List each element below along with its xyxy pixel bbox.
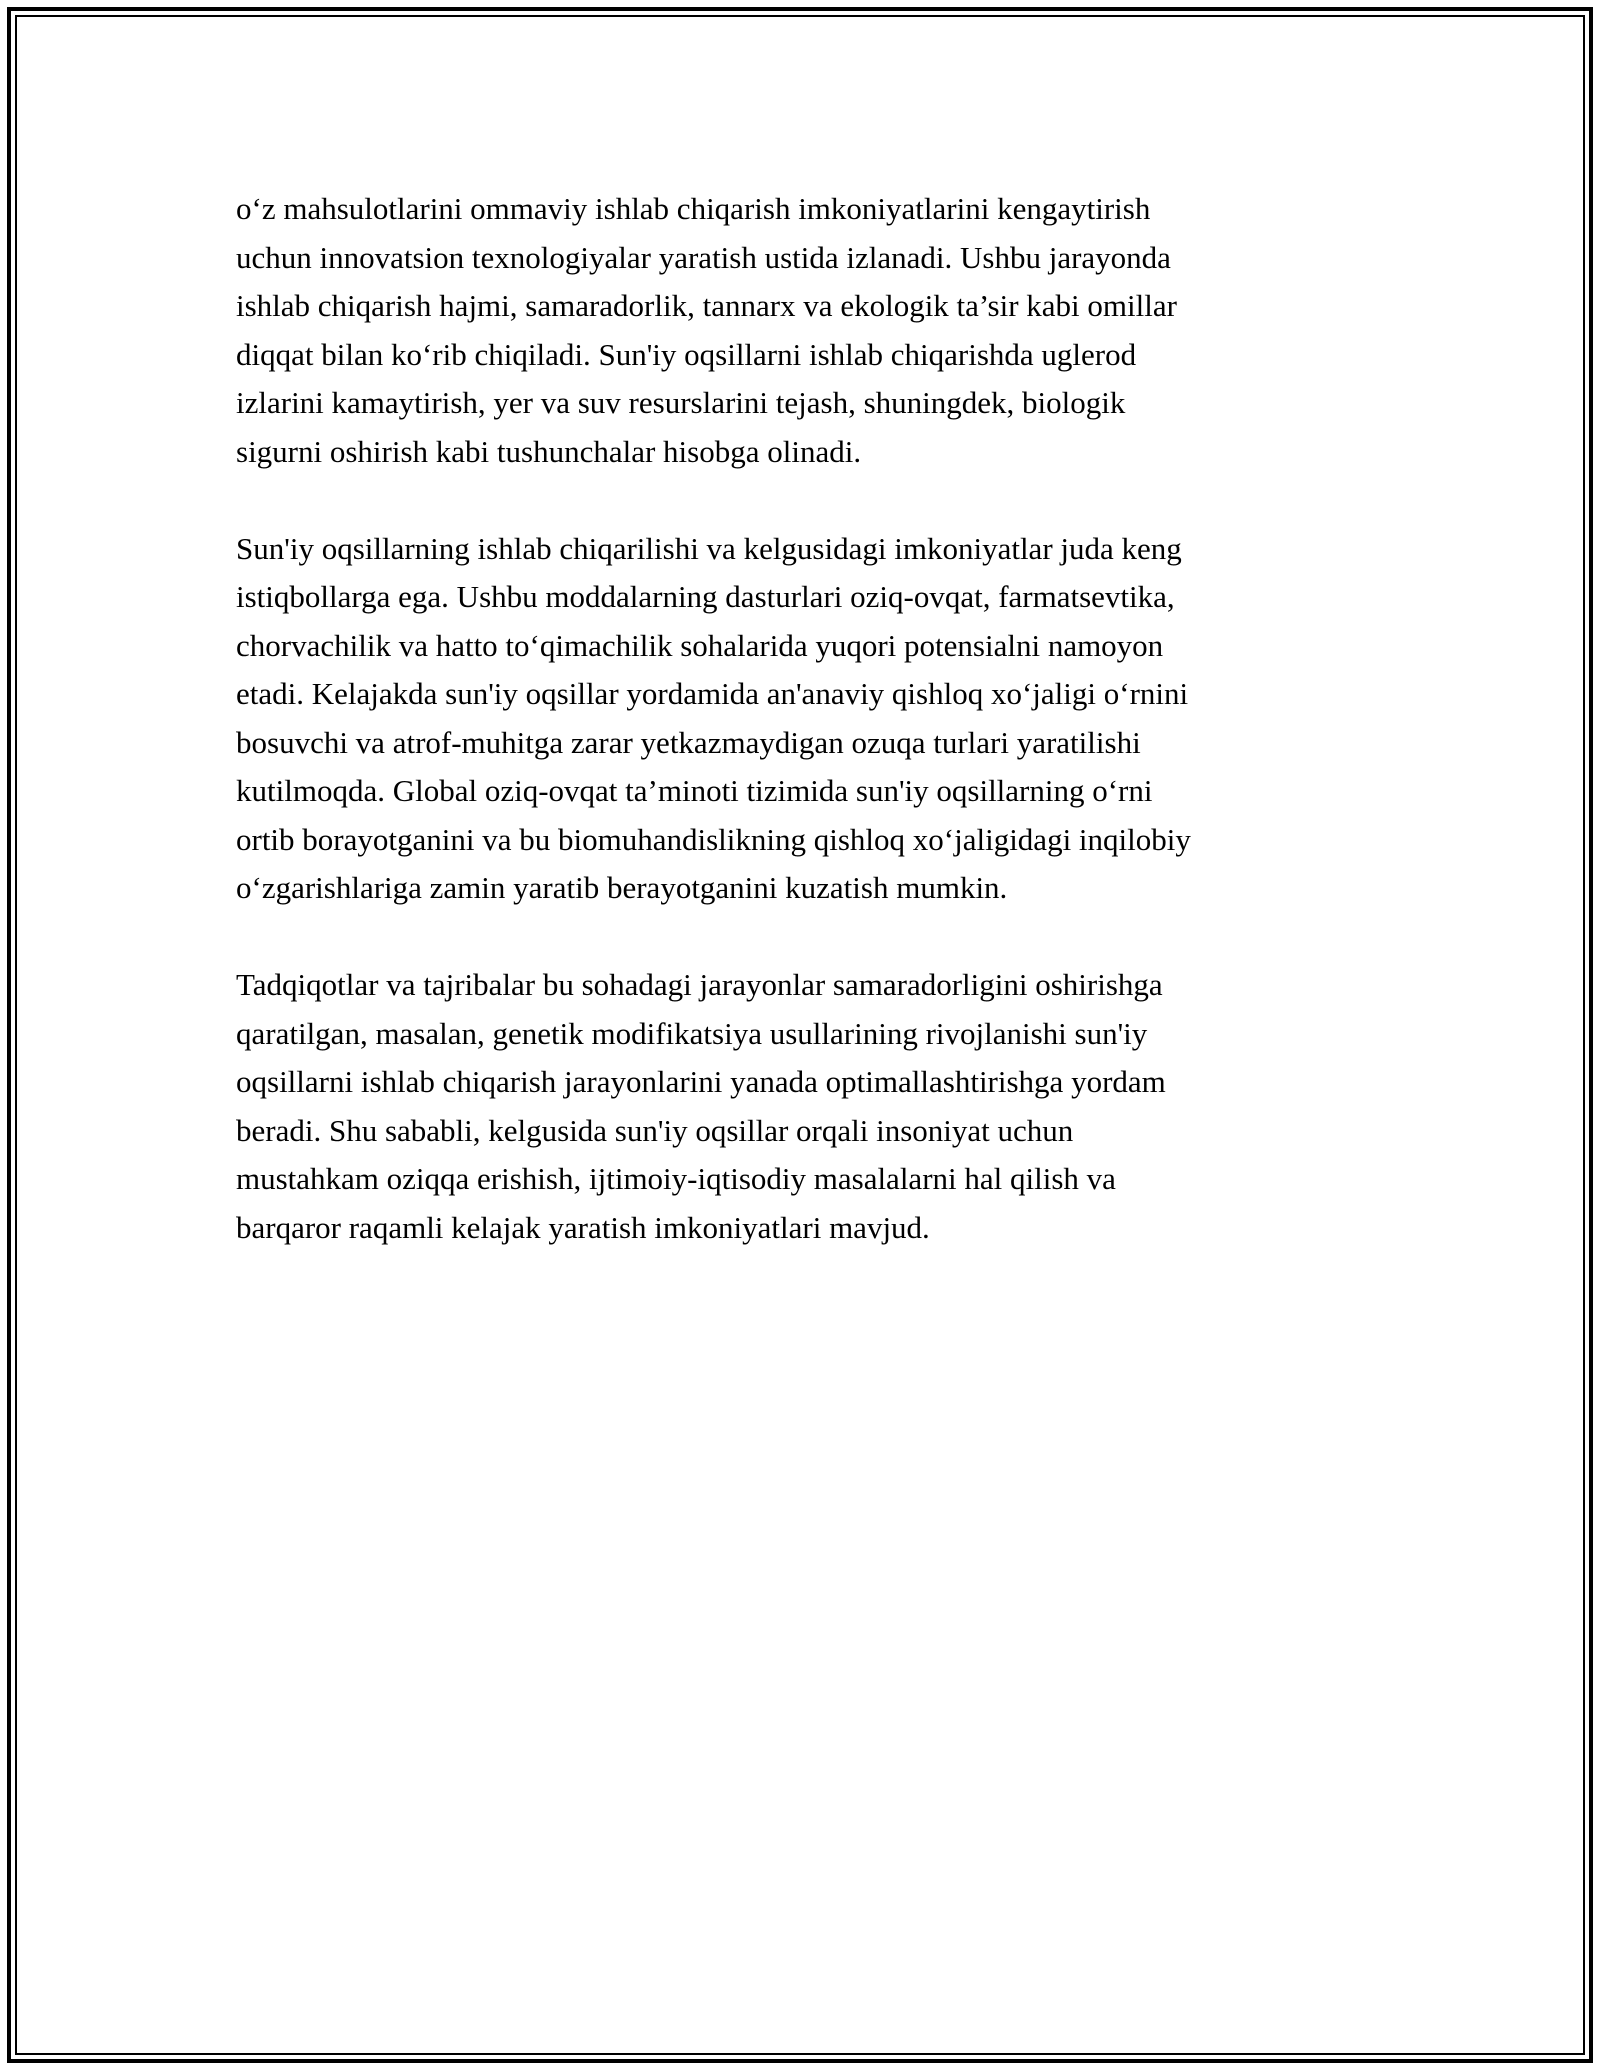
page-body <box>236 185 1386 1252</box>
paragraph-3: Tadqiqotlar va tajribalar bu sohadagi jarayonlar samaradorligini oshirishga qaratilgan, masalan, genetik modifikatsiya usullarining rivojlanishi sun'iy oqsillarni ishlab chiqarish jarayonlarini yanada optimallashtirishga yordam beradi. Shu sababli, kelgusida sun'iy oqsillar orqali insoniyat uchun mustahkam oziqqa erishish, ijtimoiy-iqtisodiy masalalarni hal qilish va barqaror raqamli kelajak yaratish imkoniyatlari mavjud. <box>236 967 1166 1245</box>
paragraph-1: o‘z mahsulotlarini ommaviy ishlab chiqarish imkoniyatlarini kengaytirish uchun innovatsion texnologiyalar yaratish ustida izlanadi. Ushbu jarayonda ishlab chiqarish hajmi, samaradorlik, tannarx va ekologik ta’sir kabi omillar diqqat bilan ko‘rib chiqiladi. Sun'iy oqsillarni ishlab chiqarishda uglerod izlarini kamaytirish, yer va suv resurslarini tejash, shuningdek, biologik sigurni oshirish kabi tushunchalar hisobga olinadi. <box>236 191 1177 469</box>
paragraph-2: Sun'iy oqsillarning ishlab chiqarilishi va kelgusidagi imkoniyatlar juda keng istiqbollarga ega. Ushbu moddalarning dasturlari oziq-ovqat, farmatsevtika, chorvachilik va hatto to‘qimachilik sohalarida yuqori potensialni namoyon etadi. Kelajakda sun'iy oqsillar yordamida an'anaviy qishloq xo‘jaligi o‘rnini bosuvchi va atrof-muhitga zarar yetkazmaydigan ozuqa turlari yaratilishi kutilmoqda. Global oziq-ovqat ta’minoti tizimida sun'iy oqsillarning o‘rni ortib borayotganini va bu biomuhandislikning qishloq xo‘jaligidagi inqilobiy o‘zgarishlariga zamin yaratib berayotganini kuzatish mumkin. <box>236 530 1191 905</box>
